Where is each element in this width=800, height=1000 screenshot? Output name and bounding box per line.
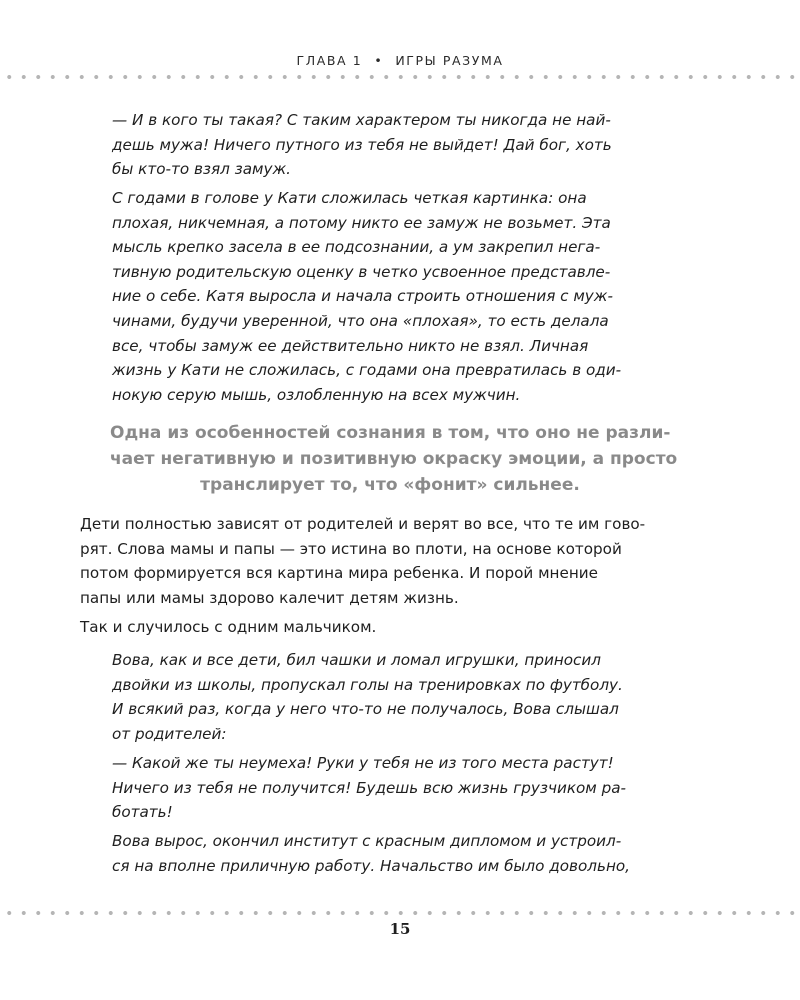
vova-story-paragraph: Вова, как и все дети, бил чашки и ломал игрушки, приносил двойки из школы, пропускал голы на тренировках по футболу. И всякий раз, когда у него что-то не получалось, Вова слышал от родителей: — [112, 651, 623, 743]
header-separator: • — [374, 53, 384, 68]
running-header — [0, 53, 800, 68]
page-number: 15 — [389, 920, 411, 938]
vova-grew-up-paragraph: Вова вырос, окончил институт с красным дипломом и устроил- ся на вполне приличную работу. Начальство им было довольно, — [112, 832, 630, 875]
quote-parents-speech: — Какой же ты неумеха! Руки у тебя не из того места растут! Ничего из тебя не получится! Будешь всю жизнь грузчиком ра- ботать! — [112, 754, 626, 822]
chapter-label: ГЛАВА 1 — [296, 53, 363, 68]
boy-intro-paragraph: Так и случилось с одним мальчиком. — [80, 618, 377, 636]
bottom-dotted-divider — [0, 910, 800, 916]
chapter-title: ИГРЫ РАЗУМА — [395, 53, 504, 68]
pull-quote: Одна из особенностей сознания в том, что оно не разли- чает негативную и позитивную окраску эмоции, а просто транслирует то, что «фонит» сильнее. — [110, 423, 678, 495]
katya-story-paragraph: С годами в голове у Кати сложилась четкая картинка: она плохая, никчемная, а потому никто ее замуж не возьмет. Эта мысль крепко засела в ее подсознании, а ум закрепил нега- тивную родительскую оценку в четко усвоенное представле- ние о себе. Катя выросла и начала строить отношения с муж- чинами, будучи уверенной, что она «плохая», то есть делала все, чтобы замуж ее действительно никто не взял. Личная жизнь у Кати не сложилась, с годами она превратилась в оди- нокую серую мышь, озлобленную на всех мужчин. — [112, 189, 622, 404]
top-dotted-divider — [0, 74, 800, 80]
children-depend-paragraph: Дети полностью зависят от родителей и верят во все, что те им гово- рят. Слова мамы и папы — это истина во плоти, на основе которой потом формируется вся картина мира ребенка. И порой мнение папы или мамы здорово калечит детям жизнь. — [80, 515, 646, 607]
quote-mother-speech: — И в кого ты такая? С таким характером ты никогда не най- дешь мужа! Ничего путного из тебя не выйдет! Дай бог, хоть бы кто-то взял замуж. — [112, 111, 612, 179]
